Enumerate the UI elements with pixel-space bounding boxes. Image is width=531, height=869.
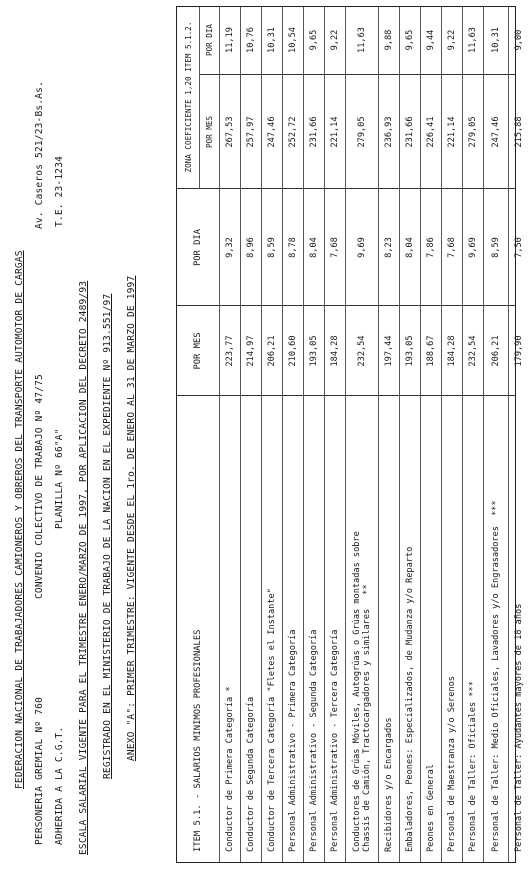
row-label bbox=[483, 402, 508, 852]
row-label-text: Embaladores, Peones: Especializados, de Mudanza y/o Reparto bbox=[404, 546, 415, 852]
header-zona-coeficiente: ZONA COEFICIENTE 1,20 ITEM 5.1.2. bbox=[183, 21, 193, 173]
footnote-mark: ** bbox=[361, 584, 372, 595]
registrado-heading: REGISTRADO EN EL MINISTERIO DE TRABAJO DE LA NACION EN EL EXPEDIENTE Nº 913.551/97 bbox=[102, 293, 113, 779]
row-label bbox=[462, 402, 483, 852]
row-label bbox=[303, 402, 324, 852]
row-label bbox=[508, 402, 529, 852]
row-por-dia: 8,23 bbox=[383, 237, 394, 258]
row-por-mes: 223,77 bbox=[224, 335, 235, 367]
header-por-mes: POR MES bbox=[193, 332, 203, 370]
row-label bbox=[261, 402, 282, 852]
row-label-text: Personal de Taller: Medio Oficiales, Lavadores y/o Engrasadores*** bbox=[490, 500, 501, 852]
row-por-dia: 8,04 bbox=[308, 237, 319, 258]
row-label-text: Personal Administrativo - Segunda Categoría bbox=[308, 629, 319, 852]
row-por-mes: 184,28 bbox=[329, 335, 340, 367]
row-label-text: Personal de Taller: Ayudantes mayores de 18 años bbox=[513, 603, 524, 852]
row-label bbox=[345, 402, 378, 852]
row-zona-por-dia: 9,22 bbox=[329, 29, 340, 51]
row-por-dia: 8,96 bbox=[245, 237, 256, 258]
row-label-text: Conductor de Primera Categoría * bbox=[224, 686, 235, 852]
telephone-text: T.E. 23-1234 bbox=[54, 155, 65, 227]
row-por-dia: 9,69 bbox=[356, 237, 367, 258]
row-por-dia: 7,86 bbox=[425, 237, 436, 258]
row-por-mes: 197,44 bbox=[383, 335, 394, 367]
row-zona-por-mes: 257,97 bbox=[245, 116, 256, 148]
row-zona-por-dia: 9,22 bbox=[446, 29, 457, 51]
row-por-dia: 7,68 bbox=[329, 237, 340, 258]
row-label bbox=[240, 402, 261, 852]
row-label bbox=[378, 402, 399, 852]
row-zona-por-dia: 9,00 bbox=[513, 29, 524, 51]
header-por-dia: POR DIA bbox=[193, 228, 203, 267]
row-label-text: Peones en General bbox=[425, 764, 436, 852]
row-por-dia: 7,68 bbox=[446, 237, 457, 258]
header-zona-por-mes: POR MES bbox=[204, 116, 214, 149]
salary-table bbox=[176, 6, 524, 863]
row-zona-por-dia: 11,19 bbox=[224, 27, 235, 53]
row-por-dia: 7,50 bbox=[513, 237, 524, 258]
row-zona-por-dia: 9,88 bbox=[383, 29, 394, 51]
row-zona-por-dia: 10,31 bbox=[266, 27, 277, 53]
row-por-dia: 8,78 bbox=[287, 237, 298, 258]
row-zona-por-mes: 279,05 bbox=[467, 116, 478, 148]
row-zona-por-dia: 9,65 bbox=[308, 29, 319, 51]
row-label-text: Conductor de Segunda Categoría bbox=[245, 696, 256, 852]
row-zona-por-dia: 11,63 bbox=[356, 27, 367, 53]
row-zona-por-mes: 279,05 bbox=[356, 116, 367, 148]
row-por-mes: 184,28 bbox=[446, 335, 457, 367]
row-zona-por-mes: 236,93 bbox=[383, 116, 394, 148]
row-zona-por-mes: 252,72 bbox=[287, 116, 298, 148]
row-label bbox=[420, 402, 441, 852]
address-text: Av. Caseros 521/23-Bs.As. bbox=[34, 81, 45, 229]
escala-heading: ESCALA SALARIAL VIGENTE PARA EL TRIMESTRE ENERO/MARZO DE 1997, POR APLICACION DEL DECRETO 2489/93 bbox=[78, 280, 89, 855]
row-zona-por-mes: 247,46 bbox=[266, 116, 277, 148]
adherida-text: ADHERIDA A LA C.G.T. bbox=[54, 726, 65, 845]
row-zona-por-dia: 9,44 bbox=[425, 29, 436, 51]
row-por-dia: 8,59 bbox=[266, 237, 277, 258]
personeria-text: PERSONERIA GREMIAL Nº 760 bbox=[34, 697, 45, 845]
planilla-text: PLANILLA Nº 66"A" bbox=[54, 428, 65, 529]
row-por-dia: 8,59 bbox=[490, 237, 501, 258]
row-label bbox=[324, 402, 345, 852]
convenio-text: CONVENIO COLECTIVO DE TRABAJO Nº 47/75 bbox=[34, 374, 45, 599]
row-por-mes: 206,21 bbox=[266, 335, 277, 367]
row-por-mes: 193,05 bbox=[404, 335, 415, 367]
row-por-mes: 179,90 bbox=[513, 335, 524, 367]
row-label-text: Personal Administrativo - Primera Categoría bbox=[287, 629, 298, 852]
row-zona-por-mes: 221,14 bbox=[329, 116, 340, 148]
row-zona-por-dia: 11,63 bbox=[467, 27, 478, 53]
row-zona-por-mes: 231,66 bbox=[404, 116, 415, 148]
row-zona-por-mes: 215,88 bbox=[513, 116, 524, 148]
row-label bbox=[282, 402, 303, 852]
row-zona-por-mes: 247,46 bbox=[490, 116, 501, 148]
row-label bbox=[219, 402, 240, 852]
row-label-text: Recibidores y/o Encargados bbox=[383, 717, 394, 852]
row-por-mes: 232,54 bbox=[356, 335, 367, 367]
row-label-text: Personal de Taller: Oficiales *** bbox=[467, 681, 478, 852]
row-por-dia: 9,32 bbox=[224, 237, 235, 258]
row-zona-por-mes: 231,66 bbox=[308, 116, 319, 148]
row-zona-por-dia: 10,31 bbox=[490, 27, 501, 53]
row-por-dia: 9,69 bbox=[467, 237, 478, 258]
header-item: ITEM 5.1. - SALARIOS MINIMOS PROFESIONALES bbox=[193, 629, 203, 852]
row-zona-por-dia: 10,54 bbox=[287, 27, 298, 53]
row-label-text: Conductor de Tercera Categoría "Fletes el Instante" bbox=[266, 588, 277, 852]
row-por-mes: 210,60 bbox=[287, 335, 298, 367]
row-label bbox=[441, 402, 462, 852]
row-por-mes: 214,97 bbox=[245, 335, 256, 367]
footnote-mark: *** bbox=[490, 500, 501, 517]
row-zona-por-dia: 10,76 bbox=[245, 27, 256, 53]
row-label-text: Personal de Maestranza y/o Serenos bbox=[446, 676, 457, 852]
federation-title: FEDERACION NACIONAL DE TRABAJADORES CAMIONEROS Y OBREROS DEL TRANSPORTE AUTOMOTOR DE CARGAS bbox=[14, 250, 25, 789]
row-zona-por-dia: 9,65 bbox=[404, 29, 415, 51]
header-zona-por-dia: POR DIA bbox=[204, 24, 214, 57]
row-por-mes: 193,05 bbox=[308, 335, 319, 367]
row-por-mes: 232,54 bbox=[467, 335, 478, 367]
row-por-dia: 8,04 bbox=[404, 237, 415, 258]
row-por-mes: 188,67 bbox=[425, 335, 436, 367]
anexo-heading: ANEXO "A": PRIMER TRIMESTRE: VIGENTE DESDE EL 1ro. DE ENERO AL 31 DE MARZO DE 1997 bbox=[126, 275, 137, 761]
row-por-mes: 206,21 bbox=[490, 335, 501, 367]
row-label-text: Personal Administrativo - Tercera Categoría bbox=[329, 629, 340, 852]
row-label-text-2: Chassis de Camión, Tractocargadores y similares** bbox=[361, 584, 372, 852]
row-label bbox=[399, 402, 420, 852]
row-zona-por-mes: 221,14 bbox=[446, 116, 457, 148]
row-zona-por-mes: 226,41 bbox=[425, 116, 436, 148]
row-zona-por-mes: 267,53 bbox=[224, 116, 235, 148]
row-label-text: Conductores de Grúas Móviles, Autogrúas o Grúas montadas sobre bbox=[351, 531, 362, 852]
